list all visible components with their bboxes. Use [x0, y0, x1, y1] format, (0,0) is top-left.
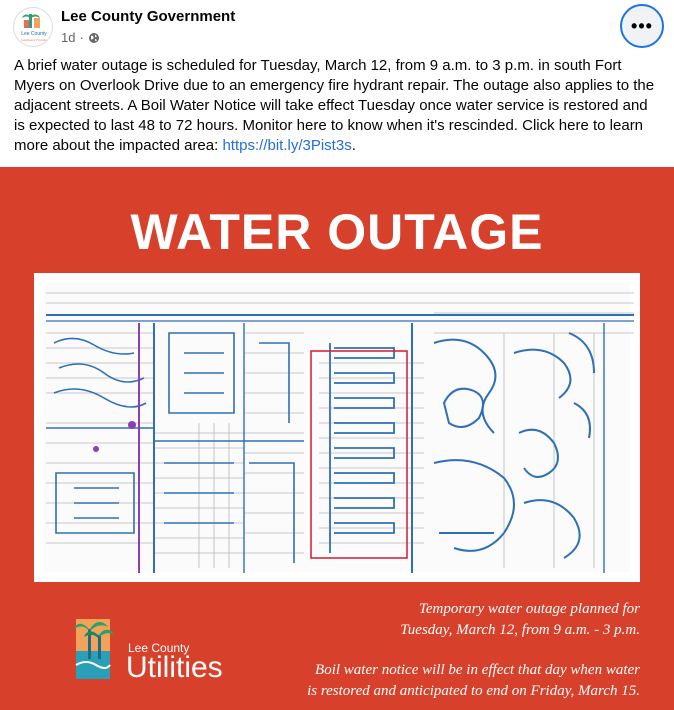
outage-time-caption	[260, 599, 640, 641]
post-time[interactable]: 1d	[61, 30, 76, 45]
page-name[interactable]: Lee County Government	[61, 8, 236, 25]
caption-1-line-2: Tuesday, March 12, from 9 a.m. - 3 p.m.	[400, 622, 640, 638]
outage-map	[34, 273, 640, 582]
page-avatar[interactable]	[13, 7, 53, 47]
more-options-button[interactable]	[620, 4, 664, 48]
post-header	[0, 0, 674, 52]
meta-separator: ·	[79, 30, 84, 45]
logo-text-utilities: Utilities	[126, 651, 223, 684]
graphic-headline: WATER OUTAGE	[130, 204, 544, 260]
logo-text-lee-county: Lee County	[128, 641, 190, 655]
post-body-end: .	[351, 137, 356, 154]
post-body-text: A brief water outage is scheduled for Tuesday, March 12, from 9 a.m. to 3 p.m. in south Fort Myers on Overlook Drive due to an emergency fire hydrant repair. The outage also applies to the adjacent streets. A Boil Water Notice will take effect Tuesday once water service is restored and is expected to last 48 to 72 hours. Monitor here to know when it's rescinded. Click here to learn more about the impacted area:	[14, 57, 655, 154]
globe-icon	[88, 32, 100, 44]
lee-county-logo-icon	[14, 8, 53, 47]
caption-2-line-2: is restored and anticipated to end on Friday, March 15.	[307, 683, 640, 699]
impacted-area-link[interactable]: https://bit.ly/3Pist3s	[222, 137, 352, 154]
street-map-illustration	[34, 273, 640, 582]
post-image[interactable]	[0, 167, 674, 710]
avatar-text-1: Lee County	[21, 31, 47, 37]
caption-1-line-1: Temporary water outage planned for	[418, 601, 640, 617]
post-body	[14, 56, 662, 156]
avatar-text-2: Southwest Florida	[21, 38, 47, 42]
boil-water-caption	[260, 660, 640, 702]
ellipsis-icon: •••	[631, 15, 653, 36]
post-meta	[61, 30, 100, 45]
caption-2-line-1: Boil water notice will be in effect that day when water	[315, 662, 640, 678]
